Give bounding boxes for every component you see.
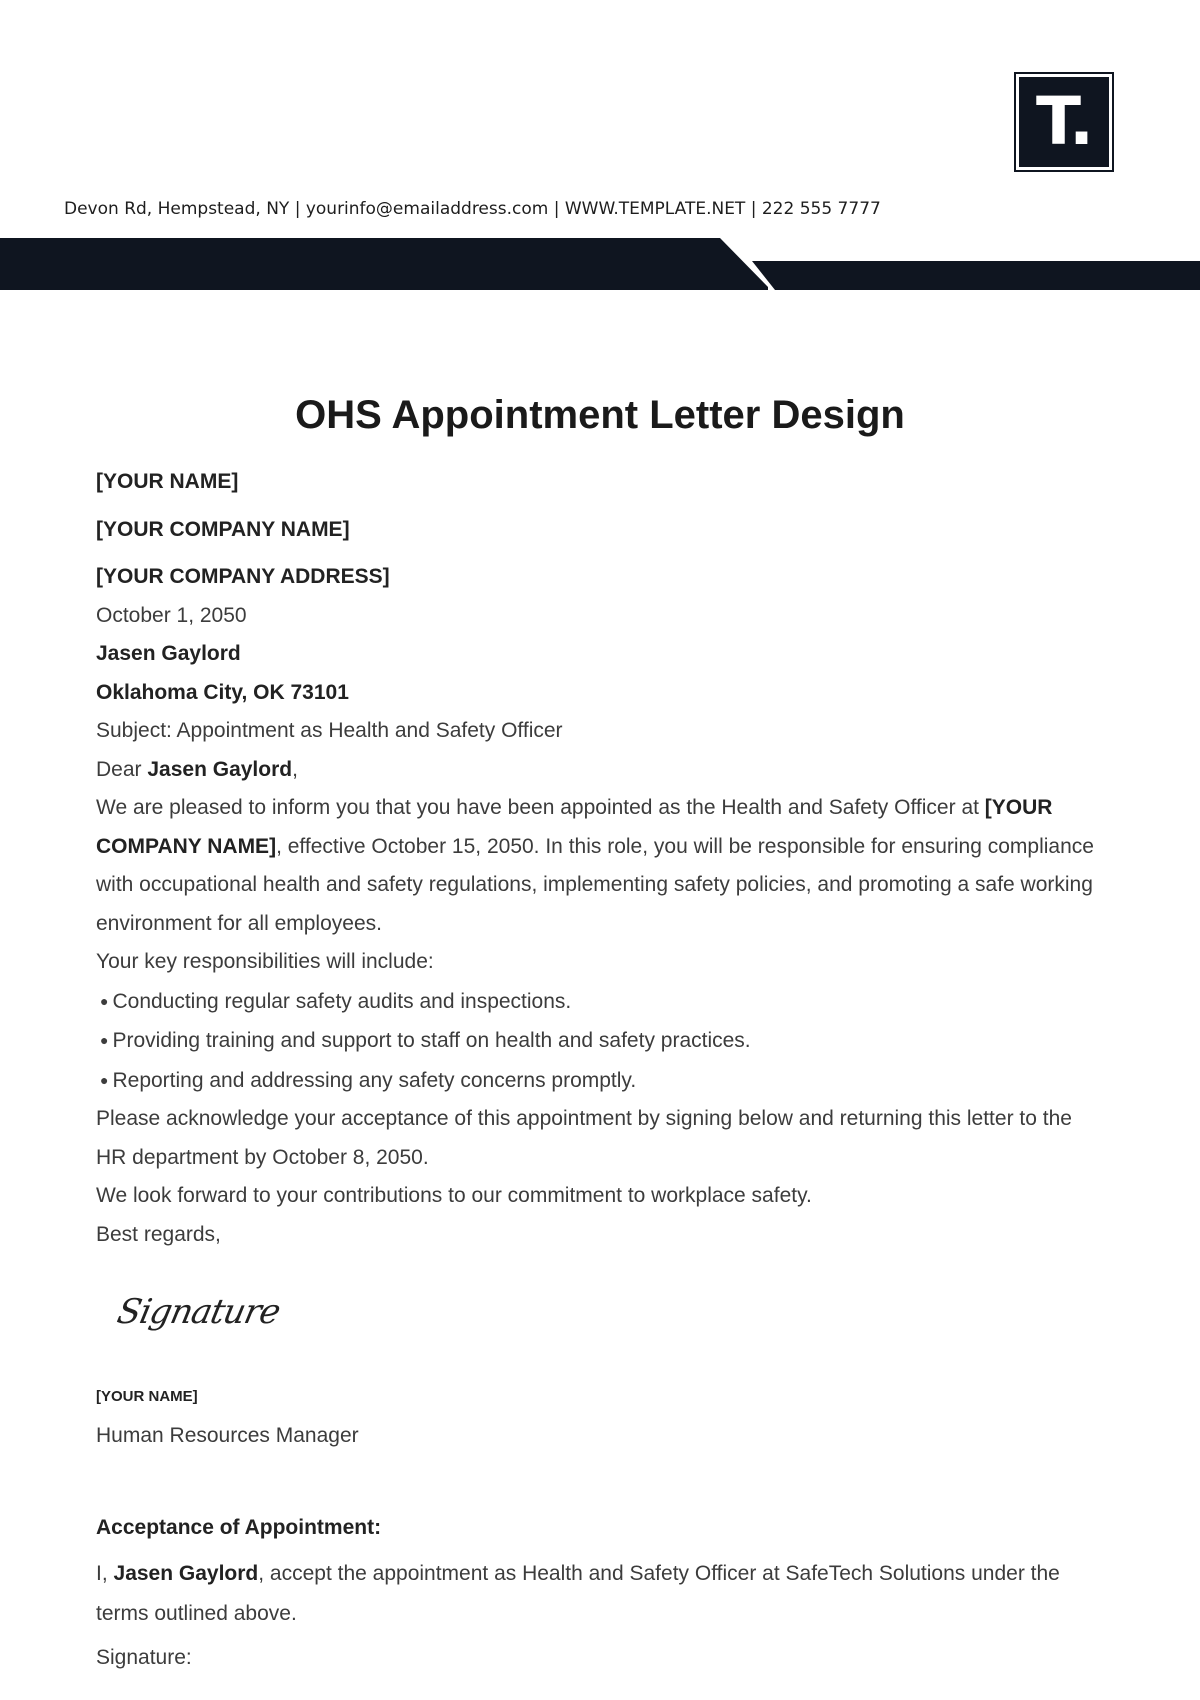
recipient-city: Oklahoma City, OK 73101: [96, 680, 349, 704]
salutation-prefix: Dear: [96, 757, 148, 781]
salutation-suffix: ,: [292, 757, 298, 781]
logo-mark: T.: [1019, 77, 1109, 167]
sender-company: [YOUR COMPANY NAME]: [96, 517, 350, 541]
p1-company: [YOUR COMPANY NAME]: [96, 796, 1053, 858]
list-item: [96, 982, 1106, 1022]
bullet-icon: ●: [100, 1071, 109, 1088]
body-paragraph-forward: We look forward to your contributions to our commitment to workplace safety.: [96, 1184, 812, 1207]
acceptance-text-end: , accept the appointment as Health and Safety Officer at SafeTech Solutions under the terms outlined above.: [96, 1562, 1060, 1625]
subject-line: Subject: Appointment as Health and Safety Officer: [96, 719, 563, 742]
letter-body: [96, 463, 1106, 1254]
company-logo: [1014, 72, 1114, 172]
acceptance-text-start: I,: [96, 1562, 114, 1585]
p1-start: We are pleased to inform you that you have been appointed as the Health and Safety Officer at: [96, 796, 985, 819]
acceptance-text: [96, 1554, 1106, 1634]
contact-line: Devon Rd, Hempstead, NY | yourinfo@emailaddress.com | WWW.TEMPLATE.NET | 222 555 7777: [64, 199, 881, 219]
body-paragraph-appointment: [96, 789, 1106, 943]
list-item-text: Providing training and support to staff on health and safety practices.: [112, 1029, 751, 1052]
page-title: OHS Appointment Letter Design: [295, 393, 905, 437]
salutation: [96, 751, 1106, 790]
sender-address: [YOUR COMPANY ADDRESS]: [96, 565, 390, 588]
acceptance-heading: Acceptance of Appointment:: [96, 1516, 382, 1539]
header-band: [0, 235, 1200, 295]
signer-title: Human Resources Manager: [96, 1424, 359, 1447]
list-item: [96, 1061, 1106, 1101]
bullet-icon: ●: [100, 1032, 109, 1048]
bullet-icon: ●: [100, 992, 109, 1009]
sender-name: [YOUR NAME]: [96, 470, 239, 493]
list-item-text: Conducting regular safety audits and inspections.: [112, 989, 572, 1013]
signer-name: [YOUR NAME]: [96, 1388, 198, 1405]
responsibilities-intro: Your key responsibilities will include:: [96, 950, 434, 973]
list-item: [96, 1021, 1106, 1061]
acceptance-signature-label: Signature:: [96, 1646, 192, 1669]
p1-end: , effective October 15, 2050. In this role, you will be responsible for ensuring compliance with occupational health and safety regulations, implementing safety policies, and promoting a safe working environment for all employees.: [96, 834, 1094, 935]
letter-date: October 1, 2050: [96, 603, 247, 627]
closing: Best regards,: [96, 1222, 221, 1246]
acceptance-name: Jasen Gaylord: [113, 1562, 259, 1585]
salutation-name: Jasen Gaylord: [147, 757, 293, 781]
body-paragraph-acknowledge: Please acknowledge your acceptance of this appointment by signing below and returning this letter to the HR department by October 8, 2050.: [96, 1107, 1072, 1169]
list-item-text: Reporting and addressing any safety concerns promptly.: [112, 1068, 637, 1092]
recipient-name: Jasen Gaylord: [96, 642, 241, 665]
signature-image: Signature: [113, 1292, 284, 1332]
acceptance-section: [96, 1508, 1106, 1678]
